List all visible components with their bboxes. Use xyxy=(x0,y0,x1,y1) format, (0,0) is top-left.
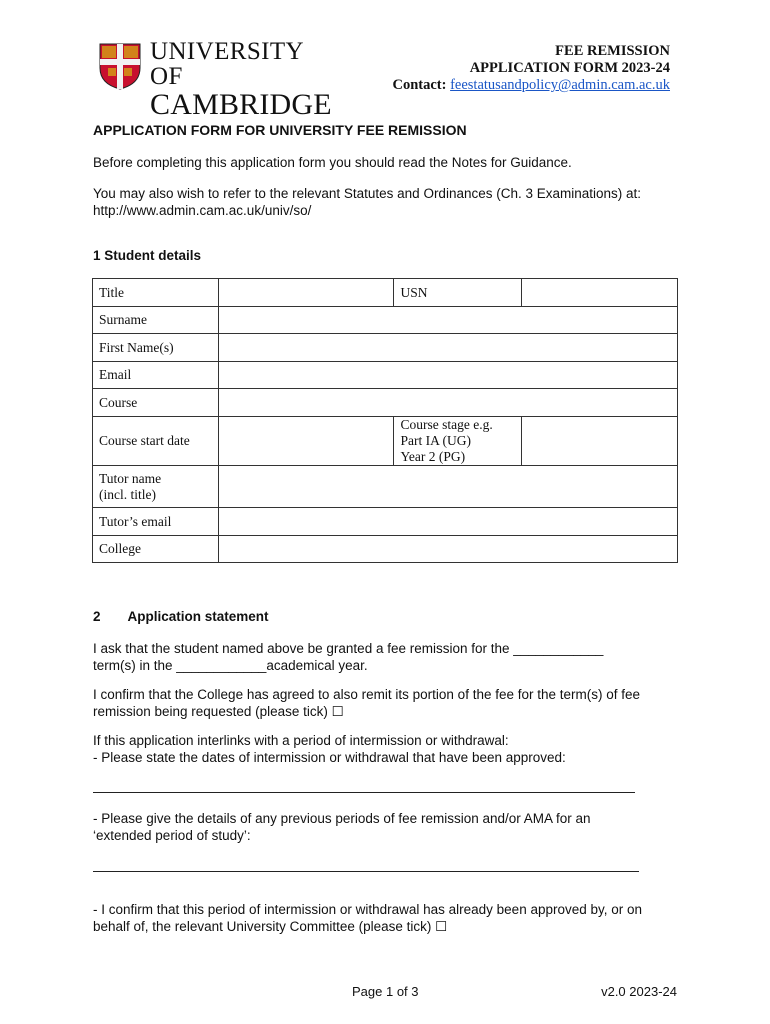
statement-para-3-line2: - Please state the dates of intermission or withdrawal that have been approved: xyxy=(93,750,566,765)
tutor-name-label-l2: (incl. title) xyxy=(99,486,156,502)
course-stage-label xyxy=(394,417,522,466)
page-title: APPLICATION FORM FOR UNIVERSITY FEE REMISSION xyxy=(93,122,467,138)
college-input[interactable] xyxy=(218,536,677,563)
intro-para-2 xyxy=(93,185,683,219)
surname-label: Surname xyxy=(93,307,219,334)
course-stage-label-l2: Part IA (UG) xyxy=(400,433,471,448)
form-title-line1: FEE REMISSION xyxy=(555,43,670,59)
title-input[interactable] xyxy=(218,279,394,307)
course-label: Course xyxy=(93,389,219,417)
statement-para-4 xyxy=(93,810,683,844)
course-start-date-label: Course start date xyxy=(93,417,219,466)
course-input[interactable] xyxy=(218,389,677,417)
statement-para-2 xyxy=(93,686,683,720)
intro-para-2-line1: You may also wish to refer to the relevant Statutes and Ordinances (Ch. 3 Examinations) at: xyxy=(93,186,642,201)
course-stage-label-l1: Course stage e.g. xyxy=(400,417,493,432)
tutor-name-label xyxy=(93,466,219,508)
course-stage-label-l3: Year 2 (PG) xyxy=(400,449,466,464)
page-number: Page 1 of 3 xyxy=(352,984,419,999)
statement-para-3 xyxy=(93,732,683,766)
usn-input[interactable] xyxy=(522,279,678,307)
course-start-date-input[interactable] xyxy=(218,417,394,466)
form-header xyxy=(393,43,671,94)
statement-para-5 xyxy=(93,901,683,935)
college-remit-checkbox[interactable]: remission being requested (please tick) ☐ xyxy=(93,704,344,719)
section2-heading xyxy=(93,609,269,624)
course-stage-input[interactable] xyxy=(522,417,678,466)
previous-remission-line[interactable] xyxy=(93,871,639,872)
first-names-label: First Name(s) xyxy=(93,334,219,362)
contact-line xyxy=(393,77,671,94)
first-names-input[interactable] xyxy=(218,334,677,362)
committee-approval-checkbox[interactable]: behalf of, the relevant University Committee (please tick) ☐ xyxy=(93,919,448,934)
title-label: Title xyxy=(93,279,219,307)
statement-para-1-line1: I ask that the student named above be granted a fee remission for the ____________ xyxy=(93,641,604,656)
tutor-name-label-l1: Tutor name xyxy=(99,470,162,486)
tutors-email-input[interactable] xyxy=(218,508,677,536)
statement-para-4-line1: - Please give the details of any previous periods of fee remission and/or AMA for an xyxy=(93,811,591,826)
section2-title: Application statement xyxy=(127,609,269,624)
statement-para-1 xyxy=(93,640,683,674)
university-logo xyxy=(98,38,338,121)
version-label: v2.0 2023-24 xyxy=(601,984,677,999)
college-label: College xyxy=(93,536,219,563)
section2-number: 2 xyxy=(93,609,101,624)
logo-line-2: CAMBRIDGE xyxy=(150,88,332,121)
form-title-line2: APPLICATION FORM 2023-24 xyxy=(469,60,670,76)
tutor-name-input[interactable] xyxy=(218,466,677,508)
section1-heading: 1 Student details xyxy=(93,248,202,263)
statement-para-2-line1: I confirm that the College has agreed to also remit its portion of the fee for the term(s) of fee xyxy=(93,687,641,702)
usn-label: USN xyxy=(394,279,522,307)
contact-label: Contact: xyxy=(392,77,447,93)
statement-para-1-line2: term(s) in the ____________academical year. xyxy=(93,658,368,673)
email-label: Email xyxy=(93,362,219,389)
surname-input[interactable] xyxy=(218,307,677,334)
email-input[interactable] xyxy=(218,362,677,389)
statement-para-4-line2: ‘extended period of study’: xyxy=(93,828,251,843)
student-details-table xyxy=(92,278,678,563)
statutes-link[interactable]: http://www.admin.cam.ac.uk/univ/so/ xyxy=(93,203,312,218)
contact-email-link[interactable]: feestatusandpolicy@admin.cam.ac.uk xyxy=(450,77,670,93)
logo-line-1: UNIVERSITY OF xyxy=(150,38,304,90)
cambridge-crest-icon xyxy=(98,42,142,90)
statement-para-5-line1: - I confirm that this period of intermission or withdrawal has already been approved by, or on xyxy=(93,902,643,917)
tutors-email-label: Tutor’s email xyxy=(93,508,219,536)
intro-para-1: Before completing this application form you should read the Notes for Guidance. xyxy=(93,155,572,170)
intermission-dates-line[interactable] xyxy=(93,792,635,793)
statement-para-3-line1: If this application interlinks with a period of intermission or withdrawal: xyxy=(93,733,509,748)
